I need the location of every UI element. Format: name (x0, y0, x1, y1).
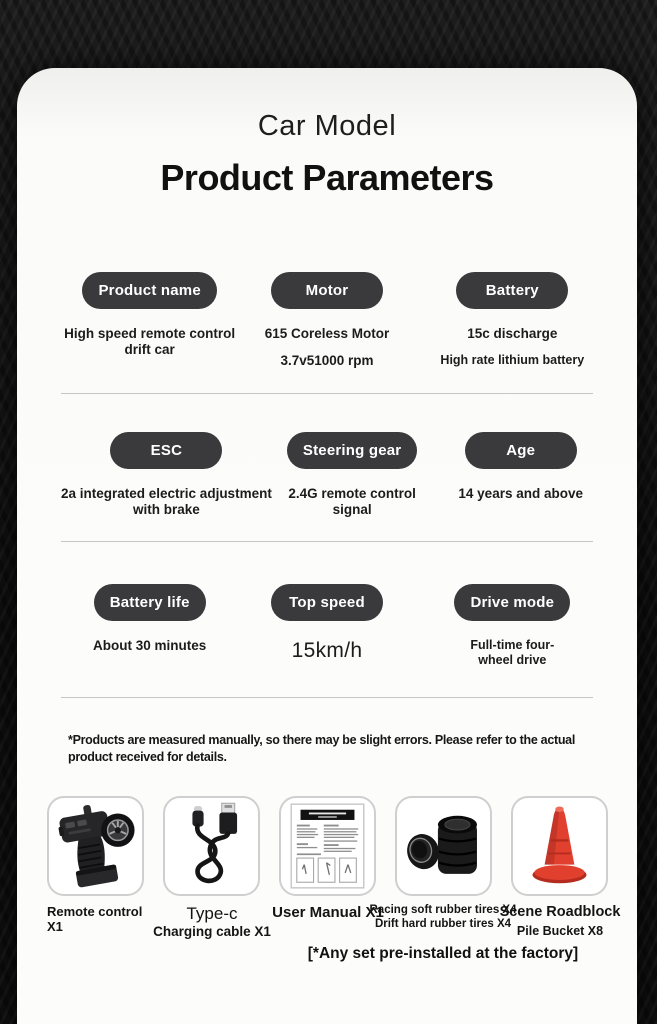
remote-control-icon (49, 798, 142, 894)
parameter-value-line: 15c discharge (467, 326, 558, 341)
parameter-value-line: 3.7v51000 rpm (280, 353, 374, 369)
parameter-value-line: 2a integrated electric adjustment (61, 486, 272, 501)
kit-label-line: X1 (47, 919, 63, 935)
parameter-row (61, 542, 593, 698)
parameter-value-line: 15km/h (291, 639, 363, 662)
kit-label-line: User Manual X1 (272, 904, 384, 921)
parameter-value (424, 326, 601, 368)
kit-label-line: Remote control (47, 904, 143, 919)
kit-item-label (485, 904, 635, 939)
parameter-cell (61, 584, 238, 697)
parameters (61, 254, 593, 698)
type-c-cable-icon (165, 798, 258, 894)
kit-item (153, 796, 271, 940)
parameter-value (272, 486, 433, 518)
parameter-cell (61, 272, 238, 393)
parameter-value-line: signal (332, 502, 372, 518)
kit-image-box (163, 796, 260, 896)
user-manual-icon (281, 798, 374, 894)
parameter-pill: ESC (110, 432, 222, 469)
kit-item (369, 796, 517, 940)
parameter-pill: Steering gear (287, 432, 417, 469)
disclaimer-text: *Products are measured manually, so there may be slight errors. Please refer to the actual product received for details. (68, 733, 576, 764)
parameter-value (238, 638, 415, 663)
parameter-value (424, 638, 601, 668)
parameter-cell (272, 432, 433, 541)
parameter-cell (238, 272, 415, 393)
kit-label-line: Drift hard rubber tires X4 (374, 917, 512, 930)
kit-label-line: Scene Roadblock (499, 904, 621, 920)
kit-image-box (279, 796, 376, 896)
parameter-value-line: 2.4G remote control (288, 486, 416, 501)
parameter-value (61, 486, 272, 518)
parameter-pill: Top speed (271, 584, 383, 621)
parameter-value-line: with brake (133, 502, 200, 518)
parameter-pill: Product name (82, 272, 216, 309)
parameter-cell (440, 432, 601, 541)
parameter-value (61, 326, 238, 358)
parameter-value-line: High rate lithium battery (440, 353, 585, 368)
kit-image-box (47, 796, 144, 896)
kit-contents-row (47, 796, 621, 940)
parameter-value-line: High speed remote control (64, 326, 236, 341)
card-subtitle: Car Model (257, 110, 397, 142)
parameter-cell (424, 584, 601, 697)
parameter-pill: Drive mode (454, 584, 570, 621)
parameter-cell (238, 584, 415, 697)
product-parameters-card (17, 68, 637, 1024)
parameter-cell (424, 272, 601, 393)
parameter-row (61, 254, 593, 394)
parameter-value (61, 638, 238, 654)
kit-image-box (395, 796, 492, 896)
kit-image-box (511, 796, 608, 896)
kit-label-line: Racing soft rubber tires X4 (369, 904, 517, 916)
kit-item (47, 796, 144, 940)
kit-label-line: Charging cable X1 (153, 924, 271, 940)
kit-footnote: [*Any set pre-installed at the factory] (307, 944, 579, 962)
parameter-value (440, 486, 601, 502)
parameter-pill: Battery (456, 272, 568, 309)
parameter-value-line: 14 years and above (458, 486, 583, 501)
kit-label-line: Pile Bucket X8 (516, 924, 604, 939)
parameter-value-line: drift car (124, 342, 175, 358)
parameter-value-line: wheel drive (478, 653, 547, 667)
roadblock-cone-icon (513, 798, 606, 894)
page-title: Product Parameters (160, 157, 494, 198)
parameter-value-line: About 30 minutes (93, 638, 207, 653)
parameter-pill: Motor (271, 272, 383, 309)
parameter-pill: Battery life (94, 584, 206, 621)
kit-label-line: Type-c (186, 904, 238, 923)
parameter-value (238, 326, 415, 369)
parameter-value-line: 615 Coreless Motor (264, 326, 390, 341)
rubber-tires-icon (397, 798, 490, 894)
kit-item (499, 796, 621, 940)
parameter-cell (61, 432, 272, 541)
parameter-value-line: Full-time four- (470, 638, 555, 652)
parameter-row (61, 394, 593, 542)
parameter-pill: Age (465, 432, 577, 469)
